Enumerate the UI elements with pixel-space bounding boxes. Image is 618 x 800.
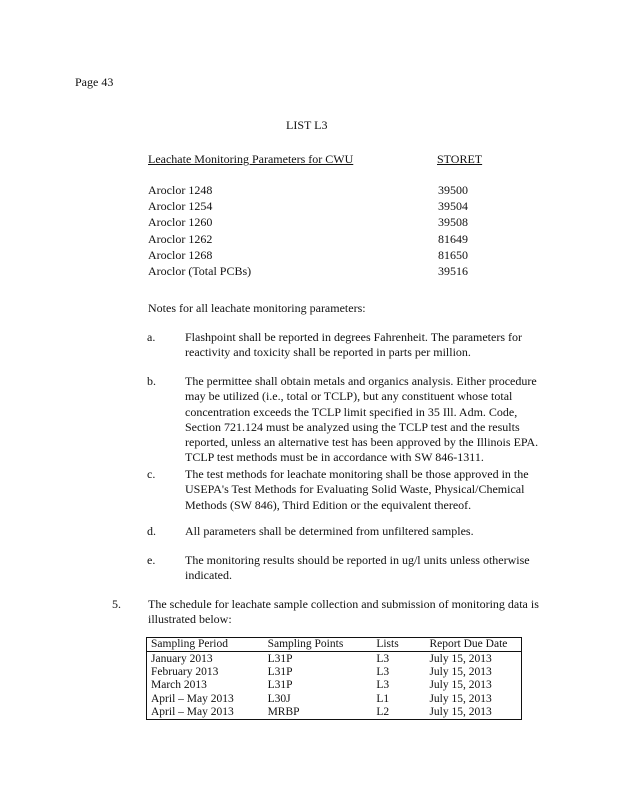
- schedule-cell: L3: [376, 665, 390, 678]
- notes-heading: Notes for all leachate monitoring parameters:: [148, 301, 366, 315]
- schedule-cell: L31P: [267, 679, 293, 692]
- schedule-cell: L31P: [267, 652, 293, 665]
- schedule-cell: July 15, 2013: [429, 692, 492, 705]
- param-storet-code: 39516: [438, 264, 468, 278]
- schedule-cell: L3: [376, 679, 390, 692]
- note-label: d.: [147, 524, 156, 538]
- param-storet-code: 39504: [438, 199, 468, 214]
- param-table-header-left: Leachate Monitoring Parameters for CWU: [148, 152, 354, 166]
- schedule-header-cell: Lists: [372, 638, 425, 652]
- param-storet-code: 39500: [438, 183, 468, 197]
- schedule-table: [146, 637, 522, 720]
- schedule-header-row: [147, 638, 522, 652]
- note-label: a.: [147, 330, 156, 344]
- schedule-cell: L31P: [267, 665, 293, 678]
- schedule-cell: February 2013: [151, 665, 219, 678]
- schedule-row: [147, 679, 522, 692]
- param-name: Aroclor (Total PCBs): [148, 264, 252, 278]
- note-label: b.: [147, 374, 156, 388]
- param-storet-code: 39508: [438, 215, 468, 230]
- schedule-cell: L3: [376, 652, 390, 665]
- param-name: Aroclor 1268: [148, 247, 213, 262]
- note-text: The monitoring results should be reported in ug/l units unless otherwise indicated.: [185, 553, 530, 583]
- schedule-cell: March 2013: [151, 679, 207, 692]
- param-storet-code: 81650: [438, 247, 468, 262]
- param-table-header-right: STORET: [437, 152, 483, 166]
- schedule-row: [147, 652, 522, 666]
- note-text: Flashpoint shall be reported in degrees Fahrenheit. The parameters for reactivity and toxicity shall be reported in parts per million.: [185, 330, 523, 360]
- note-text: The permittee shall obtain metals and organics analysis. Either procedure may be utilized (i.e., total or TCLP), but any constituent whose total concentration exceeds the TCLP limit specified in 35 Ill. Adm. Code, Section 721.124 must be analyzed using the TCLP test and the results reported, unless an alternative test has been approved by the Illinois EPA. TCLP test methods must be in accordance with SW 846-1311.: [185, 374, 539, 465]
- schedule-row: [147, 693, 522, 706]
- param-name: Aroclor 1248: [148, 183, 213, 197]
- schedule-cell: MRBP: [267, 706, 300, 719]
- item-number: 5.: [112, 597, 121, 611]
- schedule-cell: January 2013: [151, 652, 213, 665]
- schedule-cell: L30J: [267, 692, 291, 705]
- note-label: e.: [147, 553, 156, 567]
- param-name: Aroclor 1262: [148, 231, 213, 246]
- schedule-cell: April – May 2013: [151, 692, 234, 705]
- param-name: Aroclor 1254: [148, 199, 213, 214]
- schedule-cell: July 15, 2013: [429, 665, 492, 678]
- schedule-cell: L1: [376, 692, 390, 705]
- item-text: The schedule for leachate sample collection and submission of monitoring data is illustrated below:: [148, 597, 539, 627]
- schedule-row: [147, 706, 522, 720]
- schedule-header-cell: Sampling Points: [264, 638, 373, 652]
- page-number: Page 43: [75, 75, 114, 89]
- note-text: The test methods for leachate monitoring shall be those approved in the USEPA's Test Methods for Evaluating Solid Waste, Physical/Chemical Methods (SW 846), Third Edition or the equivalent thereof.: [185, 467, 529, 512]
- schedule-row: [147, 666, 522, 679]
- schedule-cell: July 15, 2013: [429, 679, 492, 692]
- schedule-cell: L2: [376, 706, 390, 719]
- schedule-header-cell: Sampling Period: [147, 638, 264, 652]
- schedule-cell: July 15, 2013: [429, 706, 492, 719]
- note-label: c.: [147, 467, 156, 481]
- schedule-header-cell: Report Due Date: [425, 638, 521, 652]
- param-name: Aroclor 1260: [148, 215, 213, 230]
- note-text: All parameters shall be determined from unfiltered samples.: [185, 524, 474, 538]
- param-storet-code: 81649: [438, 231, 468, 246]
- schedule-cell: April – May 2013: [151, 706, 234, 719]
- list-title: LIST L3: [286, 118, 328, 132]
- schedule-cell: July 15, 2013: [429, 652, 492, 665]
